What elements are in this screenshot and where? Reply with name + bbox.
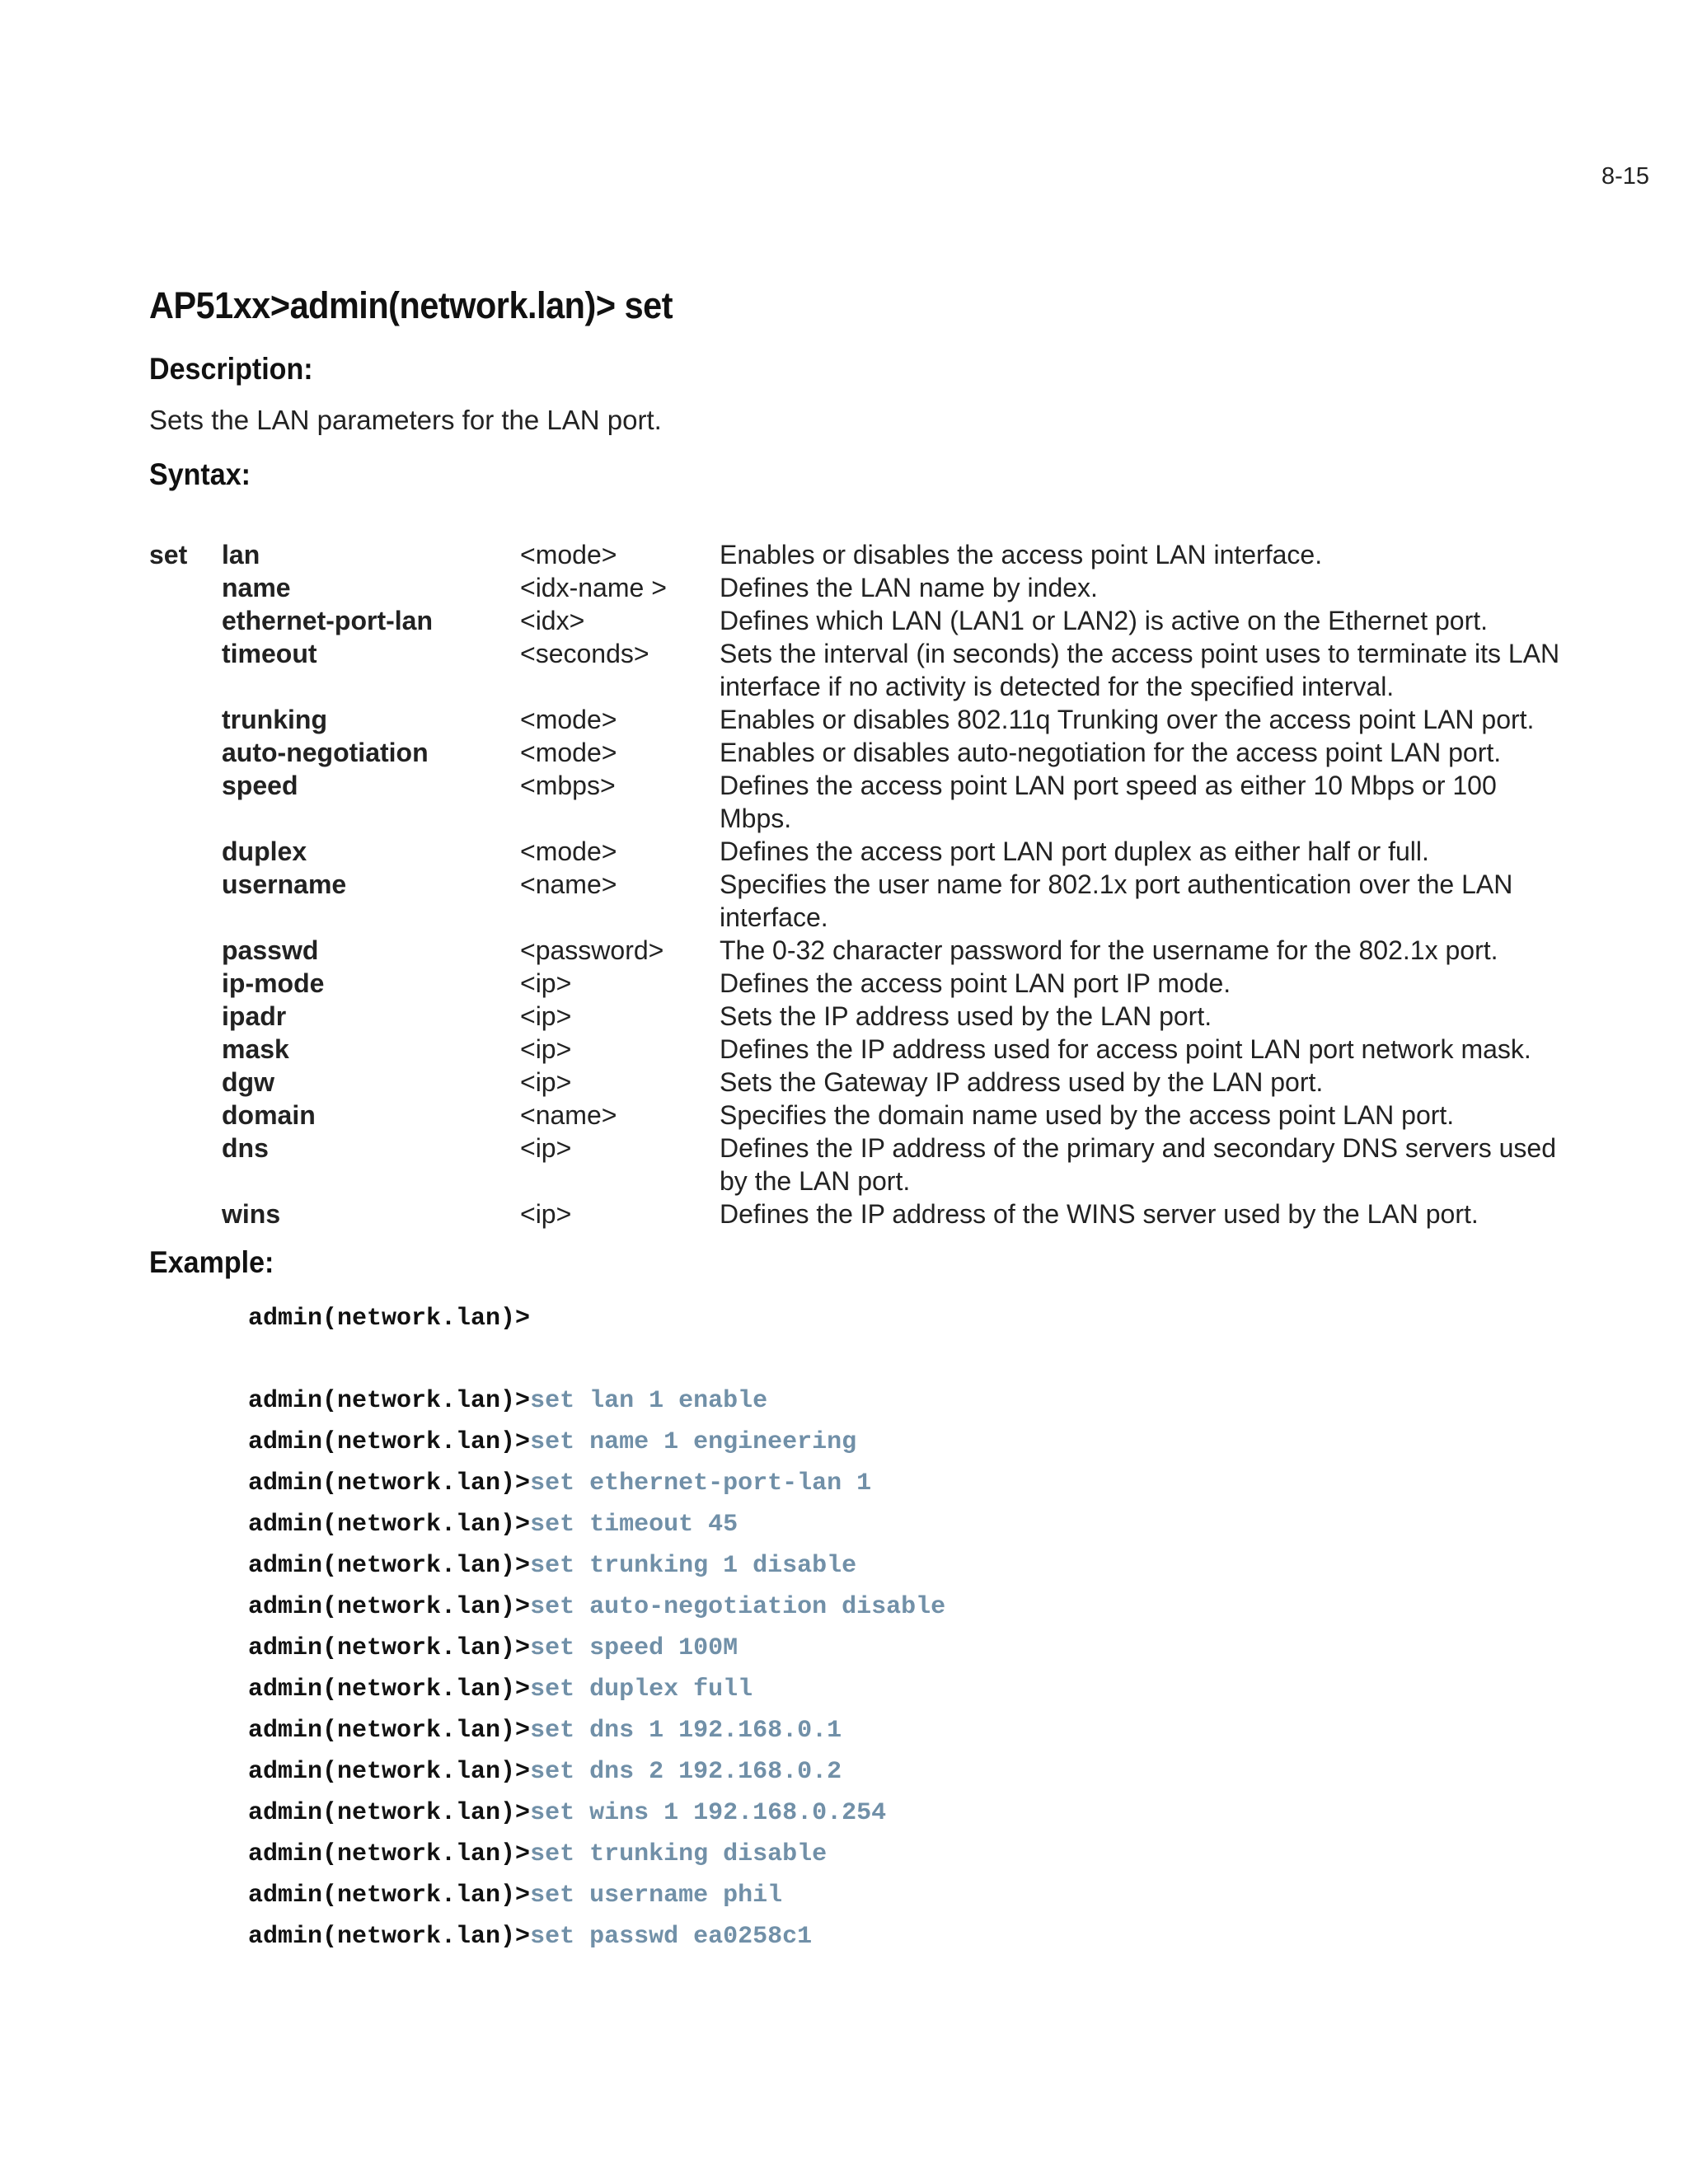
- syntax-command: [149, 1197, 222, 1230]
- syntax-param: dgw: [222, 1067, 274, 1097]
- example-command: set duplex full: [530, 1675, 753, 1704]
- syntax-row: [149, 637, 1560, 703]
- syntax-desc: Defines the IP address used for access point LAN port network mask.: [720, 1034, 1531, 1064]
- syntax-command: [149, 835, 222, 868]
- example-prompt: admin(network.lan)>: [248, 1469, 531, 1497]
- syntax-desc: The 0-32 character password for the username for the 802.1x port.: [720, 935, 1498, 965]
- syntax-row: [149, 538, 1560, 571]
- syntax-row: [149, 868, 1560, 934]
- page-number: 8-15: [1601, 163, 1649, 190]
- example-prompt: admin(network.lan)>: [248, 1428, 531, 1456]
- syntax-desc: Defines the IP address of the primary and secondary DNS servers used by the LAN port.: [720, 1133, 1557, 1196]
- syntax-param: username: [222, 869, 347, 899]
- example-line: [248, 1793, 1567, 1834]
- syntax-command: [149, 604, 222, 637]
- example-command: set ethernet-port-lan 1: [530, 1469, 872, 1497]
- description-heading: Description:: [149, 352, 313, 386]
- example-command: set name 1 engineering: [530, 1428, 857, 1456]
- syntax-command: set: [149, 540, 188, 569]
- example-prompt: admin(network.lan)>: [248, 1387, 531, 1415]
- syntax-param: dns: [222, 1133, 269, 1163]
- syntax-command: [149, 967, 222, 1000]
- syntax-param: duplex: [222, 837, 307, 866]
- syntax-arg: <mbps>: [520, 771, 616, 800]
- syntax-arg: <mode>: [520, 738, 617, 767]
- syntax-command: [149, 1132, 222, 1197]
- syntax-command: [149, 934, 222, 967]
- example-prompt: admin(network.lan)>: [248, 1511, 531, 1539]
- syntax-arg: <mode>: [520, 837, 617, 866]
- syntax-row: [149, 1033, 1560, 1066]
- syntax-row: [149, 571, 1560, 604]
- syntax-row: [149, 604, 1560, 637]
- syntax-param: wins: [222, 1199, 281, 1229]
- syntax-row: [149, 967, 1560, 1000]
- syntax-arg: <ip>: [520, 1067, 572, 1097]
- document-content: [149, 284, 1567, 1957]
- example-prompt: admin(network.lan)>: [248, 1552, 531, 1580]
- syntax-param: trunking: [222, 705, 327, 734]
- syntax-param: mask: [222, 1034, 289, 1064]
- example-prompt: admin(network.lan)>: [248, 1717, 531, 1745]
- syntax-desc: Defines the LAN name by index.: [720, 573, 1098, 602]
- syntax-command: [149, 1099, 222, 1132]
- example-line: [248, 1875, 1567, 1916]
- syntax-arg: <ip>: [520, 1001, 572, 1031]
- syntax-arg: <ip>: [520, 1133, 572, 1163]
- syntax-arg: <ip>: [520, 1034, 572, 1064]
- example-line: [248, 1422, 1567, 1463]
- example-command: set trunking 1 disable: [530, 1552, 857, 1580]
- example-line: [248, 1586, 1567, 1628]
- syntax-row: [149, 1066, 1560, 1099]
- syntax-command: [149, 736, 222, 769]
- example-command: set dns 1 192.168.0.1: [530, 1717, 842, 1745]
- syntax-desc: Specifies the user name for 802.1x port authentication over the LAN interface.: [720, 869, 1513, 932]
- syntax-desc: Enables or disables auto-negotiation for the access point LAN port.: [720, 738, 1502, 767]
- syntax-command: [149, 1066, 222, 1099]
- syntax-param: speed: [222, 771, 298, 800]
- example-command: set wins 1 192.168.0.254: [530, 1799, 887, 1827]
- syntax-command: [149, 637, 222, 703]
- example-heading: Example:: [149, 1245, 274, 1279]
- example-command: set auto-negotiation disable: [530, 1593, 946, 1621]
- syntax-desc: Defines which LAN (LAN1 or LAN2) is active on the Ethernet port.: [720, 606, 1488, 635]
- syntax-command: [149, 769, 222, 835]
- syntax-desc: Enables or disables the access point LAN interface.: [720, 540, 1323, 569]
- example-prompt: admin(network.lan)>: [248, 1923, 531, 1951]
- syntax-table: [149, 538, 1560, 1230]
- syntax-param: auto-negotiation: [222, 738, 429, 767]
- syntax-param: domain: [222, 1100, 316, 1130]
- example-command: set lan 1 enable: [530, 1387, 768, 1415]
- syntax-row: [149, 703, 1560, 736]
- syntax-arg: <mode>: [520, 540, 617, 569]
- syntax-row: [149, 1000, 1560, 1033]
- example-prompt: admin(network.lan)>: [248, 1758, 531, 1786]
- syntax-desc: Sets the interval (in seconds) the access point uses to terminate its LAN interface if no activity is detected for the specified interval.: [720, 639, 1560, 701]
- example-line: [248, 1380, 1567, 1422]
- syntax-param: passwd: [222, 935, 319, 965]
- example-prompt: admin(network.lan)>: [248, 1593, 531, 1621]
- syntax-command: [149, 1033, 222, 1066]
- example-prompt-line: [248, 1298, 1567, 1339]
- example-prompt: admin(network.lan)>: [248, 1634, 531, 1662]
- description-text: Sets the LAN parameters for the LAN port.: [149, 405, 662, 435]
- example-line: [248, 1669, 1567, 1710]
- example-line: [248, 1916, 1567, 1957]
- example-prompt: admin(network.lan)>: [248, 1882, 531, 1910]
- syntax-command: [149, 571, 222, 604]
- syntax-row: [149, 835, 1560, 868]
- example-command: set timeout 45: [530, 1511, 738, 1539]
- syntax-desc: Specifies the domain name used by the access point LAN port.: [720, 1100, 1455, 1130]
- syntax-arg: <password>: [520, 935, 664, 965]
- example-line: [248, 1628, 1567, 1669]
- example-line: [248, 1545, 1567, 1586]
- syntax-desc: Defines the access point LAN port speed as either 10 Mbps or 100 Mbps.: [720, 771, 1497, 833]
- example-prompt: admin(network.lan)>: [248, 1840, 531, 1868]
- syntax-arg: <ip>: [520, 1199, 572, 1229]
- example-block: [248, 1298, 1567, 1957]
- example-line: [248, 1834, 1567, 1875]
- example-line: [248, 1751, 1567, 1793]
- example-prompt: admin(network.lan)>: [248, 1305, 531, 1333]
- page-title: AP51xx>admin(network.lan)> set: [149, 284, 673, 326]
- example-line: [248, 1710, 1567, 1751]
- example-command: set passwd ea0258c1: [530, 1923, 813, 1951]
- syntax-param: lan: [222, 540, 260, 569]
- syntax-arg: <seconds>: [520, 639, 649, 668]
- example-command: set dns 2 192.168.0.2: [530, 1758, 842, 1786]
- syntax-param: ethernet-port-lan: [222, 606, 433, 635]
- syntax-arg: <ip>: [520, 968, 572, 998]
- syntax-arg: <idx>: [520, 606, 585, 635]
- syntax-row: [149, 1099, 1560, 1132]
- syntax-desc: Defines the access port LAN port duplex as either half or full.: [720, 837, 1429, 866]
- example-command: set username phil: [530, 1882, 783, 1910]
- syntax-row: [149, 769, 1560, 835]
- syntax-arg: <name>: [520, 1100, 617, 1130]
- syntax-desc: Sets the Gateway IP address used by the LAN port.: [720, 1067, 1324, 1097]
- syntax-desc: Defines the IP address of the WINS server used by the LAN port.: [720, 1199, 1479, 1229]
- example-line: [248, 1504, 1567, 1545]
- syntax-param: ipadr: [222, 1001, 287, 1031]
- syntax-arg: <idx-name >: [520, 573, 667, 602]
- syntax-row: [149, 1197, 1560, 1230]
- syntax-row: [149, 934, 1560, 967]
- syntax-row: [149, 736, 1560, 769]
- syntax-desc: Enables or disables 802.11q Trunking over the access point LAN port.: [720, 705, 1535, 734]
- example-prompt: admin(network.lan)>: [248, 1799, 531, 1827]
- example-line: [248, 1463, 1567, 1504]
- syntax-param: timeout: [222, 639, 317, 668]
- syntax-command: [149, 868, 222, 934]
- syntax-heading: Syntax:: [149, 457, 251, 491]
- example-command: set trunking disable: [530, 1840, 828, 1868]
- example-prompt: admin(network.lan)>: [248, 1675, 531, 1704]
- syntax-desc: Defines the access point LAN port IP mode.: [720, 968, 1231, 998]
- syntax-param: name: [222, 573, 291, 602]
- syntax-desc: Sets the IP address used by the LAN port.: [720, 1001, 1212, 1031]
- syntax-arg: <mode>: [520, 705, 617, 734]
- example-command: set speed 100M: [530, 1634, 738, 1662]
- syntax-command: [149, 703, 222, 736]
- syntax-param: ip-mode: [222, 968, 325, 998]
- syntax-command: [149, 1000, 222, 1033]
- syntax-row: [149, 1132, 1560, 1197]
- syntax-arg: <name>: [520, 869, 617, 899]
